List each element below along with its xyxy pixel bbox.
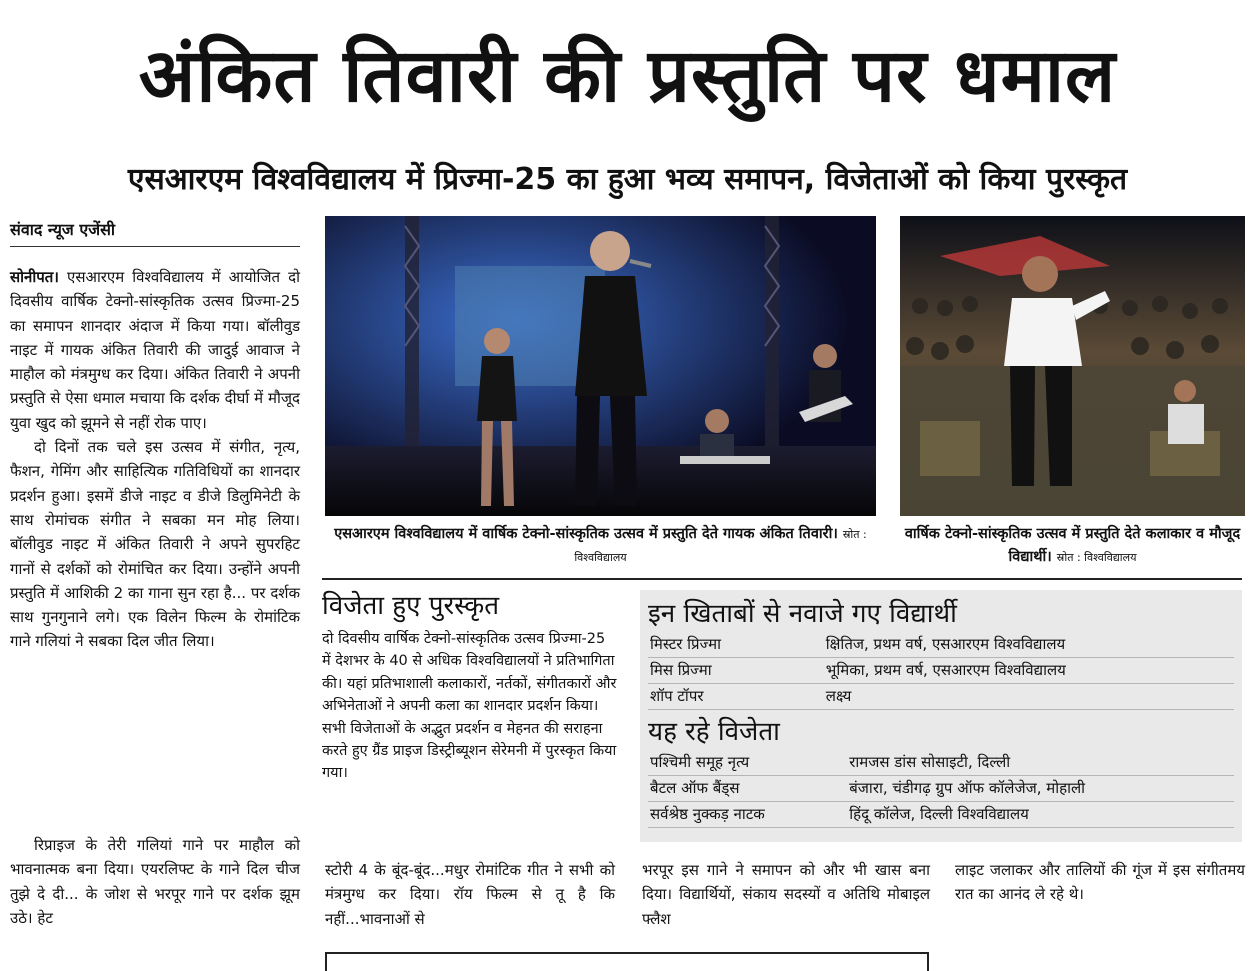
winners-sidebar xyxy=(322,586,618,785)
awards-box xyxy=(640,590,1242,842)
event-name: बैटल ऑफ बैंड्स xyxy=(648,776,847,802)
subheadline: एसआरएम विश्वविद्यालय में प्रिज्मा-25 का हुआ भव्य समापन, विजेताओं को किया पुरस्कृत xyxy=(127,162,1128,197)
dateline: सोनीपत। xyxy=(10,268,59,286)
table-row xyxy=(648,802,1234,828)
headline: अंकित तिवारी की प्रस्तुति पर धमाल xyxy=(138,33,1117,119)
table-row xyxy=(648,632,1234,658)
award-name: शॉप टॉपर xyxy=(648,684,824,710)
winners-title: विजेता हुए पुरस्कृत xyxy=(322,591,500,621)
photo2-caption xyxy=(900,523,1245,569)
event-name: पश्चिमी समूह नृत्य xyxy=(648,750,847,776)
article-column-1 xyxy=(10,265,300,654)
photo-singer-on-stage xyxy=(325,216,876,516)
event-name: सर्वश्रेष्ठ नुक्कड़ नाटक xyxy=(648,802,847,828)
award-winner: क्षितिज, प्रथम वर्ष, एसआरएम विश्वविद्यालय xyxy=(824,632,1234,658)
article-paragraph-1 xyxy=(10,265,300,435)
byline: संवाद न्यूज एजेंसी xyxy=(10,218,300,247)
award-name: मिस प्रिज्मा xyxy=(648,658,824,684)
article-paragraph-3: रिप्राइज के तेरी गलियां गाने पर माहौल को भावनात्मक बना दिया। एयरलिफ्ट के गाने दिल चीज तुझे दे दी... के जोश से भरपूर गाने पर दर्शक झूम उठे। हेट xyxy=(10,836,300,927)
awards-heading: इन खिताबों से नवाजे गए विद्यार्थी xyxy=(648,599,957,629)
next-article-box xyxy=(325,952,929,971)
article-column-1-end xyxy=(10,833,300,930)
article-column-3-end: भरपूर इस गाने ने समापन को और भी खास बना दिया। विद्यार्थियों, संकाय सदस्यों व अतिथि मोबाइल फ्लैश xyxy=(642,861,930,928)
photo-performer-with-audience xyxy=(900,216,1245,516)
concert-photo-illustration xyxy=(325,216,876,516)
event-winner: रामजस डांस सोसाइटी, दिल्ली xyxy=(847,750,1234,776)
photo1-caption xyxy=(325,523,876,569)
crowd-photo-illustration xyxy=(900,216,1245,516)
winners-text: दो दिवसीय वार्षिक टेक्नो-सांस्कृतिक उत्सव प्रिज्मा-25 में देशभर के 40 से अधिक विश्वविद्यालयों ने प्रतिभागिता की। यहां प्रतिभाशाली कलाकारों, नर्तकों, संगीतकारों और अभिनेताओं ने अपनी कला का शानदार प्रदर्शन किया। सभी विजेताओं के अद्भुत प्रदर्शन व मेहनत की सराहना करते हुए ग्रैंड प्राइज डिस्ट्रीब्यूशन सेरेमनी में पुरस्कृत किया गया। xyxy=(322,631,617,782)
section-divider xyxy=(322,578,1242,580)
award-winner: भूमिका, प्रथम वर्ष, एसआरएम विश्वविद्यालय xyxy=(824,658,1234,684)
table-row xyxy=(648,658,1234,684)
winners-table xyxy=(648,750,1234,828)
speaker-box xyxy=(920,421,980,476)
table-row xyxy=(648,684,1234,710)
award-winner: लक्ष्य xyxy=(824,684,1234,710)
article-column-4-end: लाइट जलाकर और तालियों की गूंज में इस संगीतमय रात का आनंद ले रहे थे। xyxy=(955,861,1245,904)
event-winner: बंजारा, चंडीगढ़ ग्रुप ऑफ कॉलेजेज, मोहाली xyxy=(847,776,1234,802)
awards-table xyxy=(648,632,1234,710)
event-winner: हिंदू कॉलेज, दिल्ली विश्वविद्यालय xyxy=(847,802,1234,828)
paragraph-1-text: एसआरएम विश्वविद्यालय में आयोजित दो दिवसीय वार्षिक टेक्नो-सांस्कृतिक उत्सव प्रिज्मा-25 का समापन शानदार अंदाज में किया गया। बॉलीवुड नाइट में गायक अंकित तिवारी की जादुई आवाज ने माहौल को मंत्रमुग्ध कर दिया। अंकित तिवारी ने अपनी प्रस्तुति से ऐसा धमाल मचाया कि दर्शक दीर्घा में मौजूद युवा खुद को झूमने से नहीं रोक पाए। xyxy=(10,268,300,432)
article-column-2-end: स्टोरी 4 के बूंद-बूंद...मधुर रोमांटिक गीत ने सभी को मंत्रमुग्ध कर दिया। रॉय फिल्म से तू है कि नहीं...भावनाओं से xyxy=(325,861,615,928)
photo1-caption-text: एसआरएम विश्वविद्यालय में वार्षिक टेक्नो-सांस्कृतिक उत्सव में प्रस्तुति देते गायक अंकित तिवारी। xyxy=(334,526,838,542)
award-name: मिस्टर प्रिज्मा xyxy=(648,632,824,658)
photo2-caption-text: वार्षिक टेक्नो-सांस्कृतिक उत्सव में प्रस्तुति देते कलाकार व मौजूद विद्यार्थी। xyxy=(904,526,1241,565)
table-row xyxy=(648,750,1234,776)
winners-list-heading: यह रहे विजेता xyxy=(648,717,780,747)
photo1-source: स्रोत : विश्वविद्यालय xyxy=(574,528,867,564)
photo2-source: स्रोत : विश्वविद्यालय xyxy=(1056,551,1137,564)
article-paragraph-2: दो दिनों तक चले इस उत्सव में संगीत, नृत्य, फैशन, गेमिंग और साहित्यिक गतिविधियों का शानदार प्रदर्शन हुआ। इसमें डीजे नाइट व डीजे डिलुमिनेटी के साथ रोमांचक संगीत ने सबका मन मोह लिया। बॉलीवुड नाइट में अंकित तिवारी ने अपने सुपरहिट गानों से दर्शकों को रोमांचित कर दिया। उन्होंने अपनी प्रस्तुति में आशिकी 2 का गाना सुन रहा है... पर दर्शक साथ गुनगुनाने लगे। एक विलेन फिल्म के रोमांटिक गाने गलियां ने सबका दिल जीत लिया। xyxy=(10,438,300,651)
table-row xyxy=(648,776,1234,802)
